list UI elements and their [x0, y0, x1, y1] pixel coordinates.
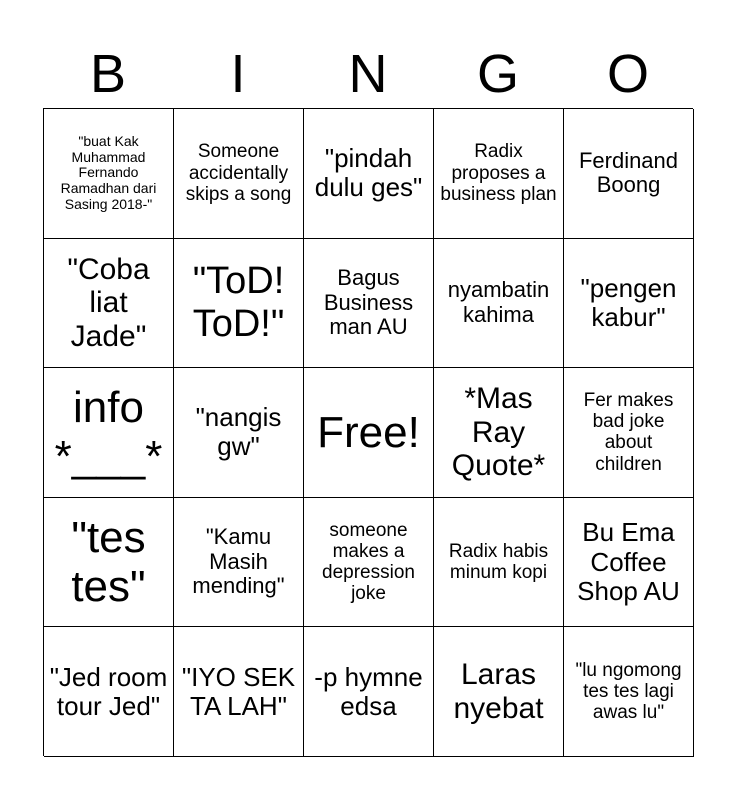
header-letter-o: O — [606, 44, 649, 104]
cell-text: "Kamu Masih mending" — [192, 524, 285, 599]
bingo-cell-free[interactable] — [304, 368, 434, 498]
cell-text: someone makes a depression joke — [322, 519, 415, 605]
cell-text: info *___* — [54, 383, 163, 482]
cell-text: "ToD! ToD!" — [192, 260, 285, 345]
bingo-cell-r3c4[interactable] — [434, 368, 564, 498]
bingo-cell-r2c2[interactable] — [174, 239, 304, 369]
bingo-cell-r1c3[interactable] — [304, 109, 434, 239]
cell-text: -p hymne edsa — [314, 661, 423, 721]
cell-text: "tes tes" — [71, 512, 146, 612]
cell-text: Bu Ema Coffee Shop AU — [577, 517, 680, 606]
cell-text: "IYO SEK TA LAH" — [181, 661, 296, 721]
bingo-cell-r4c1[interactable] — [44, 498, 174, 628]
bingo-cell-r5c4[interactable] — [434, 627, 564, 757]
bingo-header — [43, 40, 693, 108]
bingo-cell-r3c1[interactable] — [44, 368, 174, 498]
cell-text: "nangis gw" — [195, 402, 282, 462]
cell-text: Someone accidentally skips a song — [185, 141, 292, 205]
bingo-cell-r2c5[interactable] — [564, 239, 694, 369]
bingo-cell-r1c5[interactable] — [564, 109, 694, 239]
bingo-cell-r4c3[interactable] — [304, 498, 434, 628]
cell-text: Radix proposes a business plan — [440, 141, 557, 205]
cell-text: "buat Kak Muhammad Fernando Ramadhan dari Sasing 2018-" — [60, 133, 157, 212]
bingo-cell-r5c1[interactable] — [44, 627, 174, 757]
free-space-text: Free! — [317, 407, 420, 457]
cell-text: "Jed room tour Jed" — [49, 661, 168, 721]
cell-text: "pindah dulu ges" — [314, 143, 423, 203]
cell-text: Radix habis minum kopi — [448, 540, 549, 584]
bingo-cell-r3c5[interactable] — [564, 368, 694, 498]
cell-text: *Mas Ray Quote* — [451, 382, 546, 483]
bingo-cell-r2c4[interactable] — [434, 239, 564, 369]
bingo-cell-r5c2[interactable] — [174, 627, 304, 757]
header-letter-n: N — [348, 44, 388, 104]
cell-text: Laras nyebat — [453, 658, 544, 725]
bingo-cell-r1c2[interactable] — [174, 109, 304, 239]
bingo-cell-r2c1[interactable] — [44, 239, 174, 369]
header-letter-i: I — [230, 44, 246, 104]
cell-text: nyambatin kahima — [447, 277, 550, 327]
cell-text: Fer makes bad joke about children — [583, 389, 674, 475]
bingo-cell-r3c2[interactable] — [174, 368, 304, 498]
bingo-cell-r1c4[interactable] — [434, 109, 564, 239]
cell-text: Bagus Business man AU — [323, 264, 414, 340]
cell-text: "lu ngomong tes tes lagi awas lu" — [575, 659, 682, 724]
bingo-cell-r5c5[interactable] — [564, 627, 694, 757]
cell-text: Ferdinand Boong — [578, 147, 679, 198]
header-letter-g: G — [476, 44, 519, 104]
bingo-cell-r4c5[interactable] — [564, 498, 694, 628]
cell-text: "Coba liat Jade" — [67, 252, 150, 353]
bingo-cell-r1c1[interactable] — [44, 109, 174, 239]
header-letter-b: B — [89, 44, 127, 104]
bingo-cell-r5c3[interactable] — [304, 627, 434, 757]
bingo-cell-r2c3[interactable] — [304, 239, 434, 369]
bingo-cell-r4c4[interactable] — [434, 498, 564, 628]
bingo-cell-r4c2[interactable] — [174, 498, 304, 628]
cell-text: "pengen kabur" — [580, 272, 677, 332]
bingo-board — [43, 108, 693, 756]
